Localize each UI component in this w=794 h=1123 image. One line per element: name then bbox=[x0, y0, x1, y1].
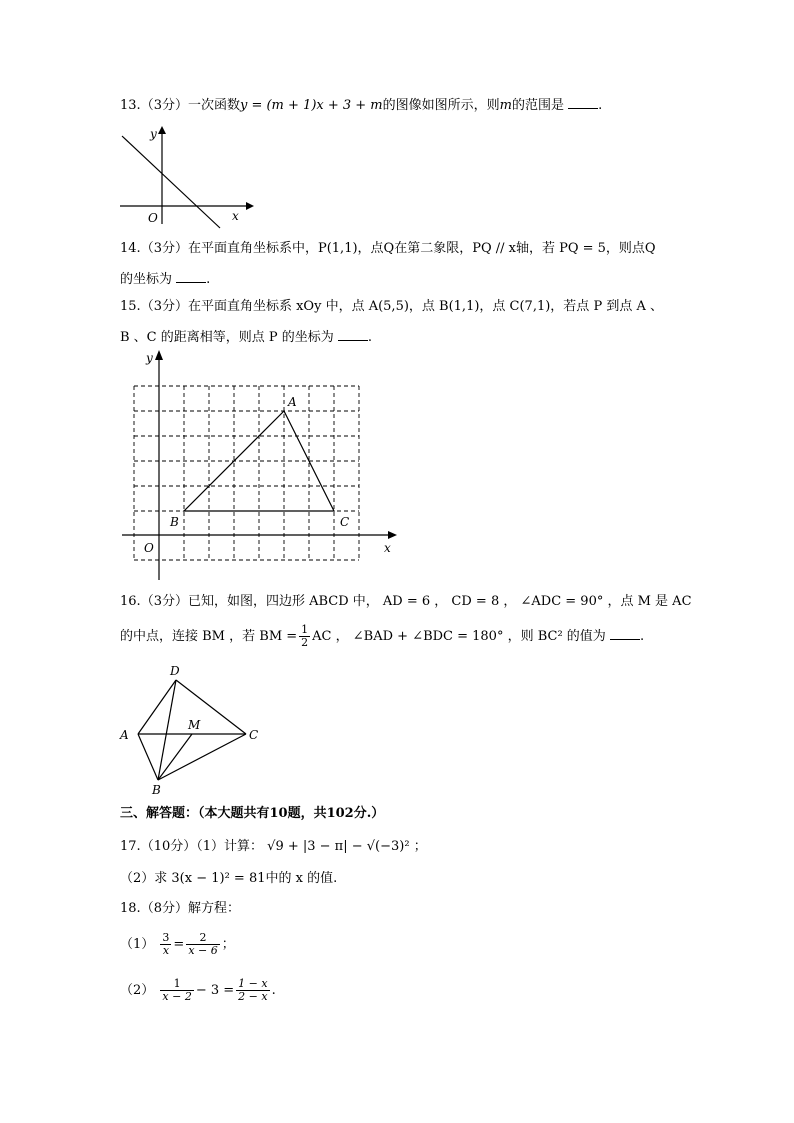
q13-text-c: 的范围是 bbox=[511, 98, 564, 113]
q15-point-c-label: C bbox=[340, 515, 350, 529]
q15-number: 15. bbox=[120, 299, 141, 314]
q13-function-line bbox=[122, 136, 220, 228]
q17-number: 17. bbox=[120, 839, 141, 854]
q16-point-a-label: A bbox=[120, 728, 129, 742]
q15-x-label: x bbox=[384, 541, 391, 555]
question-16 bbox=[120, 593, 692, 611]
question-15 bbox=[120, 298, 663, 316]
q13-x-label: x bbox=[232, 209, 239, 223]
q16-fraction: $\frac{1}{2}$ bbox=[301, 623, 309, 649]
q16-figure bbox=[116, 660, 276, 798]
q18-number: 18. bbox=[120, 901, 141, 916]
section-3-title: 三、解答题：（本大题共有10题，共102分.） bbox=[120, 806, 385, 821]
q15-grid-graph bbox=[118, 346, 408, 586]
q13-end: . bbox=[598, 98, 603, 113]
question-17 bbox=[120, 838, 427, 856]
question-17-part2: （2）求 3(x − 1)² = 81中的 x 的值. bbox=[120, 871, 338, 886]
q16-seg-bc bbox=[158, 734, 246, 780]
q16-seg-bd bbox=[158, 680, 176, 780]
q13-formula: y = (m + 1)x + 3 + m bbox=[239, 98, 383, 113]
q15-point-a-label: A bbox=[288, 395, 297, 409]
q15-grid bbox=[134, 386, 359, 560]
q13-y-arrow-icon bbox=[158, 126, 166, 134]
q16-end: . bbox=[639, 629, 645, 644]
q15-y-arrow-icon bbox=[155, 350, 163, 360]
q15-end: . bbox=[367, 330, 373, 345]
q18-p2-mid: − 3 = bbox=[195, 983, 235, 998]
q15-y-label: y bbox=[146, 351, 153, 365]
q16-seg-ad bbox=[138, 680, 176, 734]
q17-score: （10分） bbox=[140, 839, 197, 854]
q18-p2-left-fraction: $\frac{1}{x - 2}$ bbox=[162, 977, 192, 1003]
q16-line1: 已知，如图，四边形 ABCD 中， AD = 6 ， CD = 8 ， ∠ADC = 90° ，点 M 是 AC bbox=[187, 594, 692, 609]
q16-point-c-label: C bbox=[249, 728, 259, 742]
q18-p1-end: ； bbox=[221, 937, 235, 952]
q15-origin-label: O bbox=[144, 541, 154, 555]
question-14 bbox=[120, 240, 656, 258]
q16-line2-b: AC ， ∠BAD + ∠BDC = 180° ，则 BC² 的值为 bbox=[312, 629, 606, 644]
question-18-part1: （1） $\frac{3}{x}$ = $\frac{2}{x - 6}$ ； bbox=[120, 931, 235, 957]
q17-part1-expression: √9 + |3 − π| − √(−3)² ； bbox=[267, 839, 427, 854]
q13-score: （3分） bbox=[140, 98, 188, 113]
question-13 bbox=[120, 96, 602, 115]
q16-answer-blank bbox=[610, 627, 640, 640]
q13-text-b: 的图像如图所示，则 bbox=[382, 98, 500, 113]
q16-point-b-label: B bbox=[152, 783, 161, 797]
q14-line2: 的坐标为 bbox=[120, 272, 173, 287]
q15-line2: B 、C 的距离相等，则点 P 的坐标为 bbox=[120, 330, 334, 345]
q16-point-d-label: D bbox=[170, 664, 180, 678]
q13-number: 13. bbox=[120, 98, 141, 113]
q16-number: 16. bbox=[120, 594, 141, 609]
q16-point-m-label: M bbox=[188, 718, 201, 732]
q13-var-m: m bbox=[499, 98, 512, 113]
q18-text: 解方程： bbox=[187, 901, 240, 916]
q14-answer-blank bbox=[176, 270, 206, 283]
q13-origin-label: O bbox=[148, 211, 158, 225]
question-18 bbox=[120, 900, 240, 918]
question-16-cont bbox=[120, 624, 644, 650]
question-18-part2 bbox=[120, 976, 276, 1006]
q18-p1-label: （1） bbox=[120, 937, 155, 952]
q16-line2-a: 的中点，连接 BM ，若 BM = bbox=[120, 629, 298, 644]
q16-score: （3分） bbox=[140, 594, 188, 609]
question-15-cont bbox=[120, 328, 372, 347]
q18-p2-end: . bbox=[271, 983, 276, 998]
q18-p2-label: （2） bbox=[120, 983, 155, 998]
q15-score: （3分） bbox=[140, 299, 188, 314]
q16-seg-bm bbox=[158, 734, 192, 780]
q13-text-a: 一次函数 bbox=[187, 98, 240, 113]
q18-p1-left-fraction: $\frac{3}{x}$ bbox=[162, 931, 170, 957]
q14-end: . bbox=[206, 272, 211, 287]
q14-number: 14. bbox=[120, 241, 141, 256]
q17-part1-label: （1）计算： bbox=[196, 839, 264, 854]
q13-x-arrow-icon bbox=[246, 202, 254, 210]
q14-score: （3分） bbox=[140, 241, 188, 256]
q18-p2-right-fraction: $\frac{1 - x}{2 - x}$ bbox=[238, 977, 268, 1003]
q18-score: （8分） bbox=[140, 901, 188, 916]
q15-line1: 在平面直角坐标系 xOy 中，点 A(5,5)，点 B(1,1)，点 C(7,1)，若点 P 到点 A 、 bbox=[187, 299, 663, 314]
q13-graph bbox=[116, 124, 256, 230]
question-14-cont bbox=[120, 270, 210, 289]
q13-y-label: y bbox=[150, 127, 157, 141]
q15-point-b-label: B bbox=[170, 515, 179, 529]
q15-answer-blank bbox=[338, 328, 368, 341]
q14-line1: 在平面直角坐标系中，P(1,1)，点Q在第二象限，PQ // x轴，若 PQ = 5，则点Q bbox=[187, 241, 656, 256]
q13-answer-blank bbox=[568, 96, 598, 109]
q15-x-arrow-icon bbox=[388, 531, 397, 539]
q16-seg-ab bbox=[138, 734, 158, 780]
q16-seg-dc bbox=[176, 680, 246, 734]
q18-p1-right-fraction: $\frac{2}{x - 6}$ bbox=[188, 931, 218, 957]
